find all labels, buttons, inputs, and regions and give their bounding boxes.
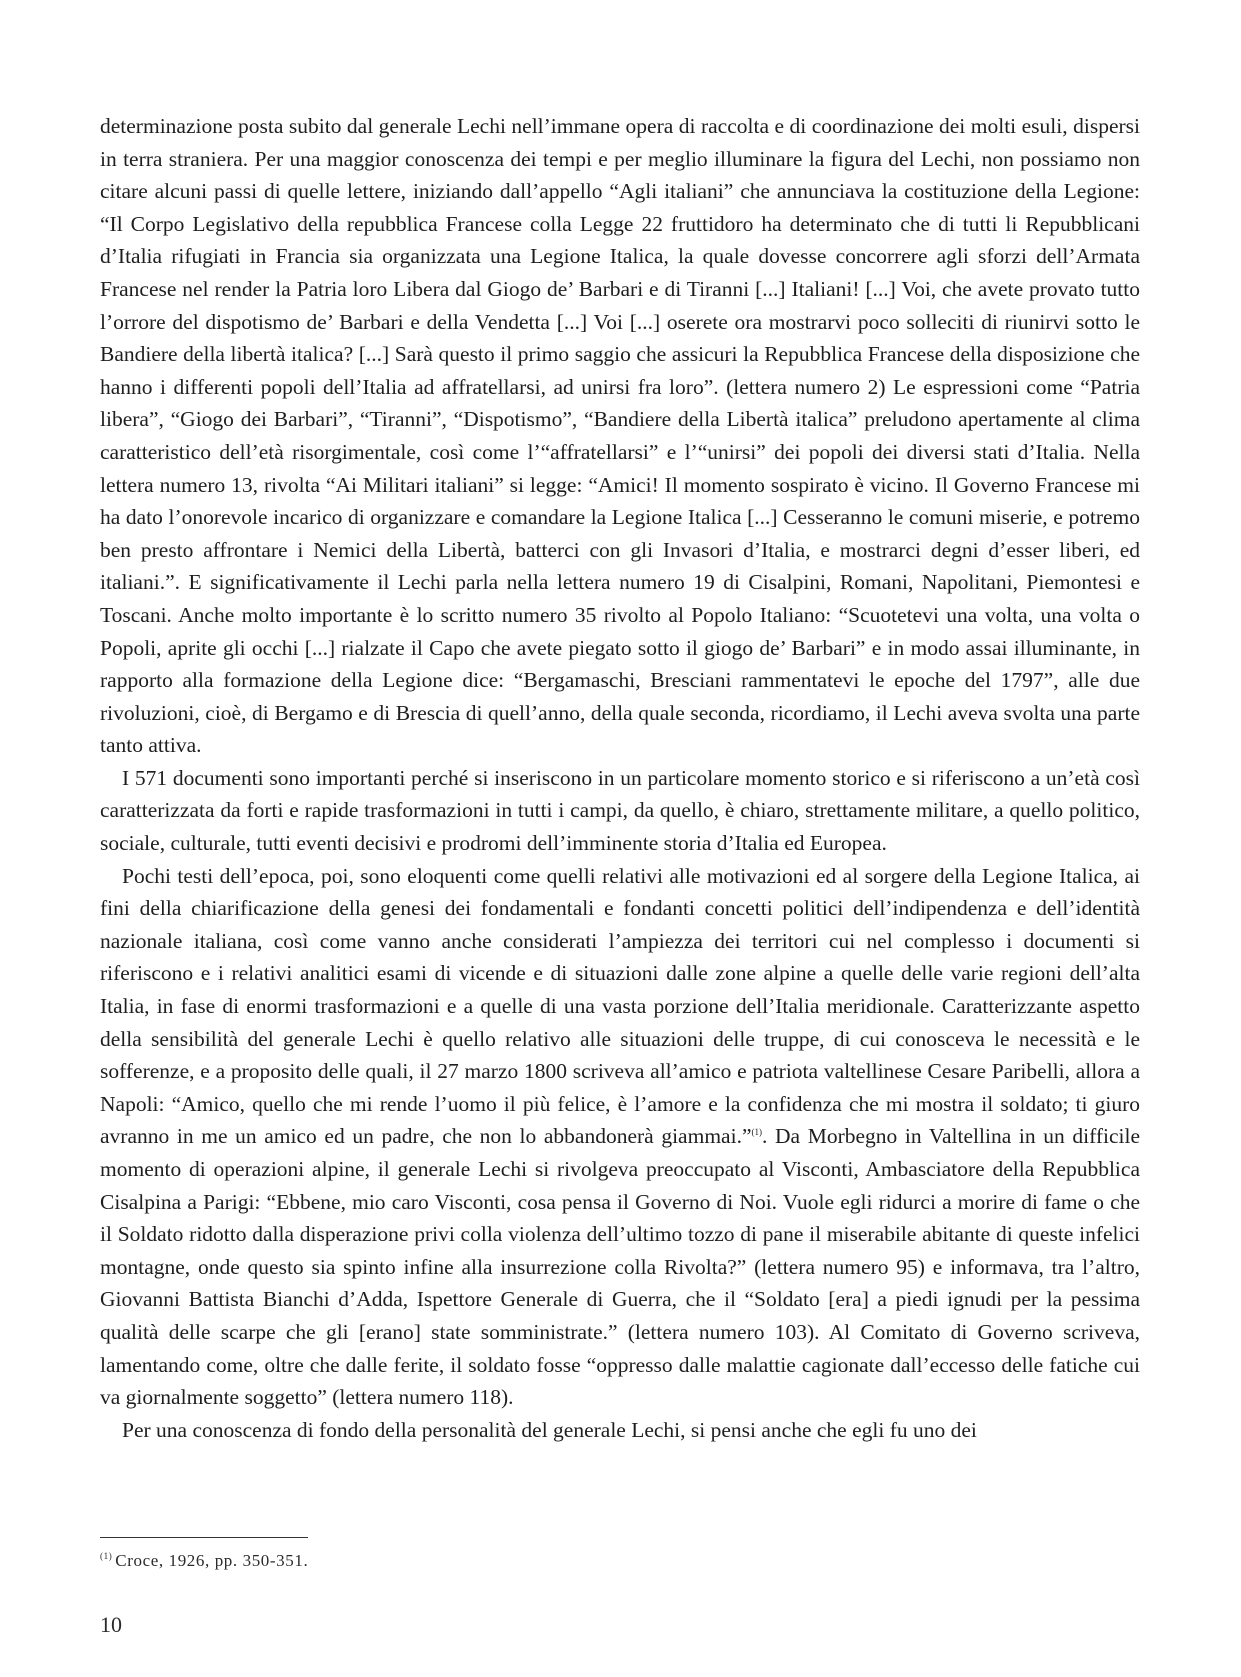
paragraph-text: determinazione posta subito dal generale Lechi nell’immane opera di raccolta e di coordinazione dei molti esuli, dispersi in terra straniera. Per una maggior conoscenza dei tempi e per meglio illuminare la figura del Lechi, non possiamo non citare alcuni passi di quelle lettere, iniziando dall’appello “Agli italiani” che annunciava la costituzione della Legione: “Il Corpo Legislativo della repubblica Francese colla Legge 22 fruttidoro ha determinato che di tutti li Repubblicani d’Italia rifugiati in Francia sia organizzata una Legione Italica, la quale dovesse concorrere agli sforzi dell’Armata Francese nel render la Patria loro Libera dal Giogo de’ Barbari e di Tiranni [...] Italiani! [...] Voi, che avete provato tutto l’orrore del dispotismo de’ Barbari e della Vendetta [...] Voi [...] oserete ora mostrarvi poco solleciti di riunirvi sotto le Bandiere della libertà italica? [...] Sarà questo il primo saggio che assicuri la Repubblica Francese della disposizione che hanno i differenti popoli dell’Italia ad affratellarsi, ad unirsi fra loro”. (lettera numero 2) Le espressioni come “Patria libera”, “Giogo dei Barbari”, “Tiranni”, “Dispotismo”, “Bandiere della Libertà italica” preludono apertamente al clima caratteristico dell’età risorgimentale, così come l’“affratellarsi” e l’“unirsi” dei popoli dei diversi stati d’Italia. Nella lettera numero 13, rivolta “Ai Militari italiani” si legge: “Amici! Il momento sospirato è vicino. Il Governo Francese mi ha dato l’onorevole incarico di organizzare e comandare la Legione Italica [...] Cesseranno le comuni miserie, e potremo ben presto affrontare i Nemici della Libertà, batterci con gli Invasori d’Italia, e mostrarci degni d’esser liberi, ed italiani.”. E significativamente il Lechi parla nella lettera numero 19 di Cisalpini, Romani, Napolitani, Piemontesi e Toscani. Anche molto importante è lo scritto numero 35 rivolto al Popolo Italiano: “Scuotetevi una volta, una volta o Popoli, aprite gli occhi [...] rialzate il Capo che avete piegato sotto il giogo de’ Barbari” e in modo assai illuminante, in rapporto alla formazione della Legione dice: “Bergamaschi, Bresciani rammentatevi le epoche del 1797”, alle due rivoluzioni, cioè, di Bergamo e di Brescia di quell’anno, della quale seconda, ricordiamo, il Lechi aveva svolta una parte tanto attiva. — [100, 114, 1140, 758]
paragraph — [100, 762, 1140, 860]
footnote — [100, 1550, 308, 1572]
footnote-divider — [100, 1537, 308, 1538]
page-body — [100, 110, 1140, 1446]
paragraph — [100, 1414, 1140, 1447]
footnote-marker: (1) — [100, 1551, 113, 1562]
paragraph-text: I 571 documenti sono importanti perché si inseriscono in un particolare momento storico e si riferiscono a un’età così caratterizzata da forti e rapide trasformazioni in tutti i campi, da quello, è chiaro, strettamente militare, a quello politico, sociale, culturale, tutti eventi decisivi e prodromi dell’imminente storia d’Italia ed Europea. — [100, 765, 1140, 856]
main-text — [100, 110, 1140, 1446]
footnote-reference: (1) — [751, 1127, 762, 1138]
page-number: 10 — [100, 1612, 122, 1637]
footnote-text: Croce, 1926, pp. 350-351. — [115, 1551, 309, 1570]
paragraph-text: Per una conoscenza di fondo della personalità del generale Lechi, si pensi anche che egli fu uno dei — [122, 1417, 977, 1442]
paragraph — [100, 110, 1140, 762]
paragraph — [100, 860, 1140, 1414]
paragraph-text: . Da Morbegno in Valtellina in un difficile momento di operazioni alpine, il generale Lechi si rivolgeva preoccupato al Visconti, Ambasciatore della Repubblica Cisalpina a Parigi: “Ebbene, mio caro Visconti, cosa pensa il Governo di Noi. Vuole egli ridurci a morire di fame o che il Soldato ridotto dalla disperazione privi colla violenza dell’ultimo tozzo di pane il miserabile abitante di queste infelici montagne, onde questo sia spinto infine alla insurrezione colla Rivolta?” (lettera numero 95) e informava, tra l’altro, Giovanni Battista Bianchi d’Adda, Ispettore Generale di Guerra, che il “Soldato [era] a piedi ignudi per la pessima qualità delle scarpe che gli [erano] state somministrate.” (lettera numero 103). Al Comitato di Governo scriveva, lamentando come, oltre che dalle ferite, il soldato fosse “oppresso dalle malattie cagionate dall’eccesso delle fatiche cui va giornalmente soggetto” (lettera numero 118). — [100, 1124, 1141, 1410]
paragraph-text: Pochi testi dell’epoca, poi, sono eloquenti come quelli relativi alle motivazioni ed al sorgere della Legione Italica, ai fini della chiarificazione della genesi dei fondamentali e fondanti concetti politici dell’indipendenza e dell’identità nazionale italiana, così come vanno anche considerati l’ampiezza dei territori cui nel complesso i documenti si riferiscono e i relativi analitici esami di vicende e di situazioni dalle zone alpine a quelle delle varie regioni dell’alta Italia, in fase di enormi trasformazioni e a quelle di una vasta porzione dell’Italia meridionale. Caratterizzante aspetto della sensibilità del generale Lechi è quello relativo alle situazioni delle truppe, di cui conosceva le necessità e le sofferenze, e a proposito delle quali, il 27 marzo 1800 scriveva all’amico e patriota valtellinese Cesare Paribelli, allora a Napoli: “Amico, quello che mi rende l’uomo il più felice, è l’amore e la confidenza che mi mostra il soldato; ti giuro avranno in me un amico ed un padre, che non lo abbandonerà giammai.” — [100, 863, 1140, 1149]
